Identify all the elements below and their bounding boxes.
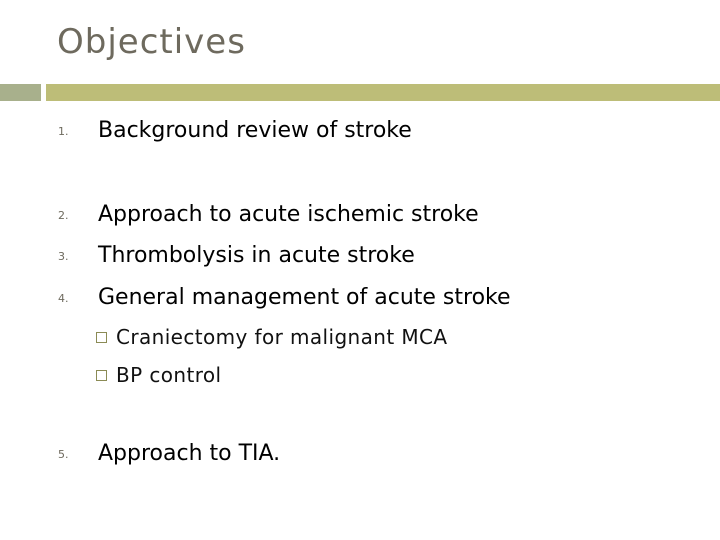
title-underline-bar-left <box>0 84 41 101</box>
title-underline-bar-right <box>46 84 720 101</box>
list-item-text: Thrombolysis in acute stroke <box>98 243 415 268</box>
sub-list-item-text: Craniectomy for malignant MCA <box>116 325 448 349</box>
list-item-text: General management of acute stroke <box>98 285 511 310</box>
sub-list-item-text: BP control <box>116 363 222 387</box>
list-item-number: 3. <box>58 250 69 263</box>
square-bullet-icon <box>96 332 107 343</box>
list-item-text: Approach to acute ischemic stroke <box>98 202 479 227</box>
list-item-number: 4. <box>58 292 69 305</box>
list-item-number: 5. <box>58 448 69 461</box>
list-item-text: Approach to TIA. <box>98 441 281 466</box>
list-item-number: 1. <box>58 125 69 138</box>
list-item-text: Background review of stroke <box>98 118 412 143</box>
list-item-number: 2. <box>58 209 69 222</box>
square-bullet-icon <box>96 370 107 381</box>
slide-title: Objectives <box>57 22 246 62</box>
